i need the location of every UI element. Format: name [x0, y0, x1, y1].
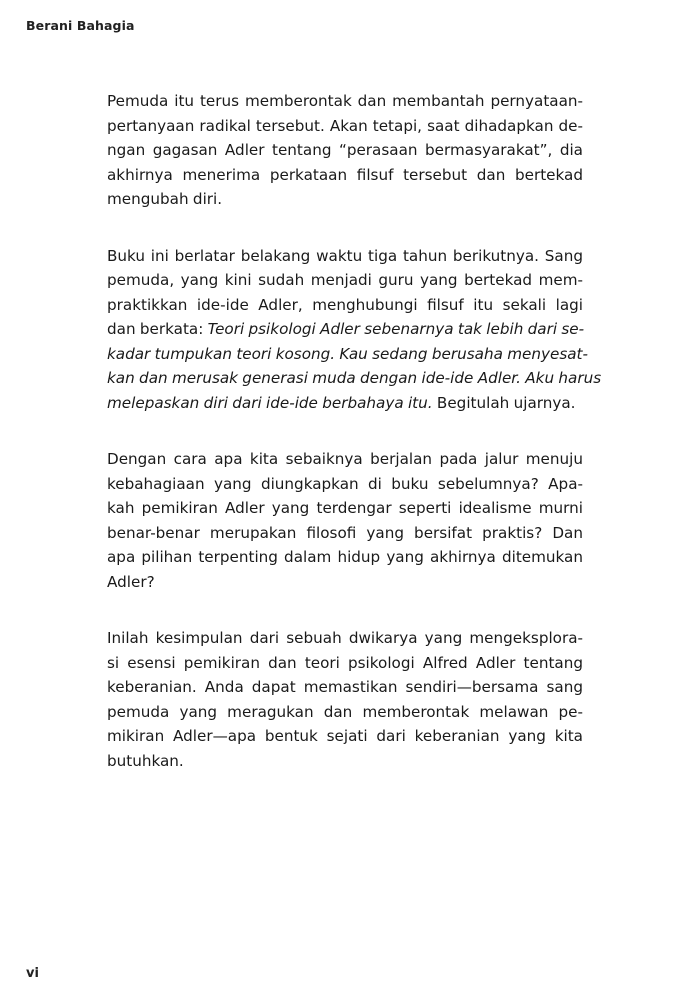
text-line: pemuda yang meragukan dan memberontak melawan pe-: [107, 702, 583, 721]
text-line: mengubah diri.: [107, 190, 223, 208]
paragraph-2: [107, 244, 602, 416]
page-number: vi: [26, 966, 39, 981]
text-line: kebahagiaan yang diungkapkan di buku sebelumnya? Apa-: [107, 474, 583, 493]
running-header: Berani Bahagia: [26, 18, 135, 33]
paragraph-3: [107, 447, 583, 594]
italic-quote: kan dan merusak generasi muda dengan ide-ide Adler. Aku harus: [107, 369, 602, 387]
italic-quote: kadar tumpukan teori kosong. Kau sedang berusaha menyesat-: [107, 344, 588, 363]
text-line: kah pemikiran Adler yang terdengar seperti idealisme murni: [107, 499, 583, 517]
text-line: benar-benar merupakan filosofi yang bersifat praktis? Dan: [107, 523, 583, 542]
text-line: praktikkan ide-ide Adler, menghubungi filsuf itu sekali lagi: [107, 295, 583, 314]
italic-quote: Teori psikologi Adler sebenarnya tak lebih dari se-: [207, 320, 585, 338]
text-line: si esensi pemikiran dan teori psikologi Alfred Adler tentang: [107, 653, 583, 672]
text-run: dan berkata:: [107, 320, 208, 338]
text-line: [107, 366, 602, 391]
body-text: [107, 89, 602, 805]
text-line: [107, 342, 588, 367]
text-line-mixed: [107, 317, 583, 342]
text-line: butuhkan.: [107, 751, 184, 770]
text-line: Inilah kesimpulan dari sebuah dwikarya yang mengeksplora-: [107, 629, 583, 647]
text-line: Adler?: [107, 572, 155, 591]
text-line: akhirnya menerima perkataan filsuf tersebut dan bertekad: [107, 165, 583, 184]
text-line: mikiran Adler—apa bentuk sejati dari keberanian yang kita: [107, 727, 583, 745]
text-line: apa pilihan terpenting dalam hidup yang akhirnya ditemukan: [107, 548, 583, 566]
text-line: pemuda, yang kini sudah menjadi guru yang bertekad mem-: [107, 271, 583, 289]
text-line-mixed: [107, 391, 583, 416]
text-line: ngan gagasan Adler tentang “perasaan bermasyarakat”, dia: [107, 141, 583, 159]
text-line: Pemuda itu terus memberontak dan membantah pernyataan-: [107, 92, 583, 110]
text-line: pertanyaan radikal tersebut. Akan tetapi, saat dihadapkan de-: [107, 116, 583, 135]
italic-quote: melepaskan diri dari ide-ide berbahaya itu.: [107, 393, 433, 412]
paragraph-1: [107, 89, 583, 212]
text-line: Buku ini berlatar belakang waktu tiga tahun berikutnya. Sang: [107, 246, 583, 265]
paragraph-4: [107, 626, 583, 773]
text-run: Begitulah ujarnya.: [432, 393, 576, 412]
text-line: keberanian. Anda dapat memastikan sendiri—bersama sang: [107, 678, 583, 696]
text-line: Dengan cara apa kita sebaiknya berjalan pada jalur menuju: [107, 450, 583, 468]
